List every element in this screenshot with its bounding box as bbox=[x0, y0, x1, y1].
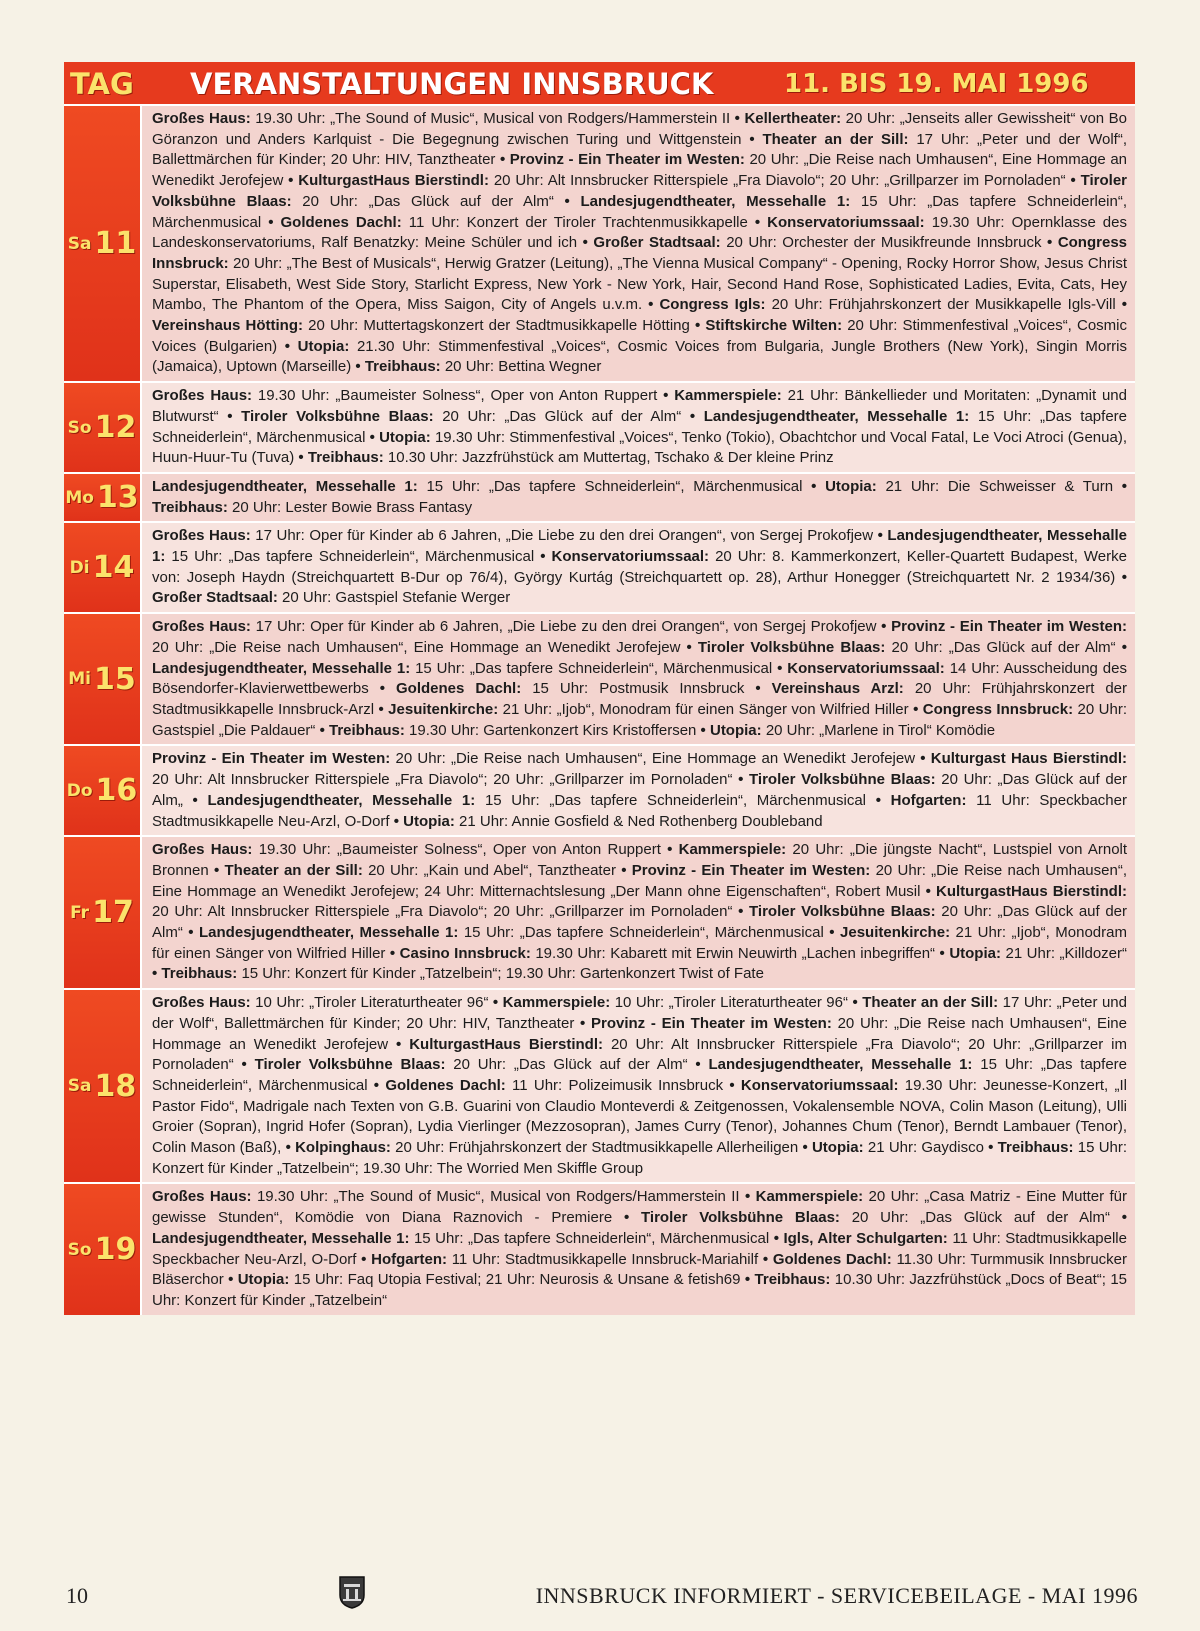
event-details: 20 Uhr: „Die Reise nach Umhausen“, Eine Hommage an Wenedikt Jerofejew bbox=[152, 638, 681, 656]
events-cell bbox=[140, 383, 1135, 472]
venue-name: Jesuitenkirche: bbox=[840, 924, 951, 942]
event-details: 20 Uhr: „Die Reise nach Umhausen“, Eine Hommage an Wenedikt Jerofejew bbox=[152, 1014, 1127, 1053]
venue-name: Großes Haus: bbox=[152, 618, 251, 636]
bullet-separator: • bbox=[223, 1271, 238, 1289]
venue-name: Kammerspiele: bbox=[674, 387, 782, 405]
event-details: 17 Uhr: „Peter und der Wolf“, Ballettmärchen für Kinder; 20 Uhr: HIV, Tanztheater bbox=[152, 130, 1127, 169]
bullet-separator: • bbox=[983, 1139, 998, 1157]
event-details: 10 Uhr: „Tiroler Literaturtheater 96“ bbox=[255, 994, 489, 1012]
bullet-separator: • bbox=[689, 317, 706, 335]
event-details: 20 Uhr: Orchester der Musikfreunde Innsbruck bbox=[726, 234, 1042, 252]
event-details: 11.30 Uhr: Turmmusik Innsbrucker Bläserchor bbox=[152, 1250, 1128, 1289]
venue-name: Utopia: bbox=[237, 1271, 290, 1289]
event-details: 20 Uhr: Frühjahrskonzert der Stadtmusikkapelle Innsbruck-Arzl bbox=[152, 680, 1128, 718]
bullet-separator: • bbox=[1113, 477, 1128, 495]
venue-name: Tiroler Volksbühne Blaas: bbox=[749, 771, 936, 789]
weekday: Sa bbox=[67, 233, 92, 254]
event-details: 19.30 Uhr: „The Sound of Music“, Musical von Rodgers/Hammerstein II bbox=[256, 1188, 740, 1206]
events-cell bbox=[140, 474, 1135, 521]
event-details: 15 Uhr: „Das tapfere Schneiderlein“, Märchenmusical bbox=[415, 659, 773, 677]
venue-name: Kammerspiele: bbox=[502, 994, 611, 1012]
event-details: 11 Uhr: Konzert der Tiroler Trachtenmusikkapelle bbox=[408, 213, 748, 231]
day-number: 13 bbox=[96, 480, 139, 516]
bullet-separator: • bbox=[495, 151, 510, 169]
day-label bbox=[64, 614, 140, 744]
venue-name: Landesjugendtheater, Messehalle 1: bbox=[152, 1229, 410, 1247]
bullet-separator: • bbox=[642, 296, 660, 314]
bullet-separator: • bbox=[1115, 568, 1127, 586]
date-range: 11. BIS 19. MAI 1996 bbox=[784, 69, 1089, 99]
venue-name: Goldenes Dachl: bbox=[772, 1250, 892, 1268]
venue-name: Provinz - Ein Theater im Westen: bbox=[152, 750, 391, 768]
bullet-separator: • bbox=[367, 1076, 386, 1094]
event-details: 19.30 Uhr: Jeunesse-Konzert, „Il Pastor Fido“, Madrigale nach Texten von G.B. Guarini von Claudio Monteverdi & Zeitgenossen, Vokalensemble NOVA, Colin Mason (Leitung), Ulli Groier (Sopran), Ingrid Hofer (Sopran), Lydia Vierlinger (Mezzosopran), James Curry (Tenor), Johannes Chum (Tenor), Berndt Lambauer (Tenor), Colin Mason (Baß), bbox=[152, 1076, 1127, 1157]
day-row-so-12 bbox=[64, 381, 1135, 472]
venue-name: Landesjugendtheater, Messehalle 1: bbox=[708, 1056, 973, 1074]
event-details: 19.30 Uhr: „Baumeister Solness“, Oper von Anton Ruppert bbox=[258, 841, 661, 859]
venue-name: Tiroler Volksbühne Blaas: bbox=[641, 1209, 840, 1227]
day-row-so-19 bbox=[64, 1182, 1135, 1314]
venue-name: Theater an der Sill: bbox=[762, 130, 909, 148]
bullet-separator: • bbox=[283, 172, 299, 190]
weekday: So bbox=[67, 1239, 92, 1260]
day-label bbox=[64, 837, 140, 988]
bullet-separator: • bbox=[730, 110, 745, 127]
event-details: 20 Uhr: „Das Glück auf der Alm“ bbox=[302, 192, 554, 210]
event-details: 20 Uhr: Alt Innsbrucker Ritterspiele „Fra Diavolo“; 20 Uhr: „Grillparzer im Pornoladen“ bbox=[152, 771, 733, 789]
venue-name: Stiftskirche Wilten: bbox=[705, 317, 843, 335]
venue-name: Provinz - Ein Theater im Westen: bbox=[509, 151, 745, 169]
event-details: 20 Uhr: Lester Bowie Brass Fantasy bbox=[232, 498, 473, 516]
day-number: 16 bbox=[95, 773, 138, 809]
venue-name: Vereinshaus Hötting: bbox=[152, 317, 303, 335]
bullet-separator: • bbox=[315, 721, 329, 739]
bullet-separator: • bbox=[218, 407, 242, 425]
weekday: So bbox=[67, 417, 92, 438]
venue-name: Konservatoriumssaal: bbox=[551, 548, 710, 566]
day-number: 11 bbox=[94, 226, 137, 262]
venue-name: Großes Haus: bbox=[152, 994, 251, 1012]
venue-name: Utopia: bbox=[403, 812, 455, 830]
venue-name: Landesjugendtheater, Messehalle 1: bbox=[207, 791, 476, 809]
publication-name: INNSBRUCK INFORMIERT - SERVICEBEILAGE - MAI 1996 bbox=[535, 1583, 1138, 1608]
venue-name: Tiroler Volksbühne Blaas: bbox=[152, 172, 1128, 210]
venue-name: Tiroler Volksbühne Blaas: bbox=[697, 638, 886, 656]
event-details: 15 Uhr: „Das tapfere Schneiderlein“, Märchenmusical bbox=[426, 477, 803, 495]
event-details: 20 Uhr: „Das Glück auf der Alm“ bbox=[891, 638, 1116, 656]
bullet-separator: • bbox=[866, 791, 891, 809]
event-details: 15 Uhr: Konzert für Kinder „Tatzelbein“; 19.30 Uhr: Gartenkonzert Twist of Fate bbox=[241, 965, 764, 983]
bullet-separator: • bbox=[208, 861, 225, 879]
venue-name: Kammerspiele: bbox=[678, 841, 787, 859]
venue-name: Tiroler Volksbühne Blaas: bbox=[241, 407, 434, 425]
bullet-separator: • bbox=[261, 213, 281, 231]
day-rows bbox=[64, 104, 1135, 1315]
event-details: 21 Uhr: Bänkellieder und Moritaten: „Dynamit und Blutwurst“ bbox=[152, 387, 1127, 425]
bullet-separator: • bbox=[732, 903, 750, 921]
bullet-separator: • bbox=[657, 387, 675, 405]
weekday: Mi bbox=[68, 669, 91, 690]
venue-name: Landesjugendtheater, Messehalle 1: bbox=[199, 924, 459, 942]
bullet-separator: • bbox=[1041, 234, 1058, 252]
event-details: 15 Uhr: „Das tapfere Schneiderlein“, Märchenmusical bbox=[463, 924, 824, 942]
venue-name: Utopia: bbox=[709, 721, 762, 739]
venue-name: Kellertheater: bbox=[744, 110, 842, 127]
event-details: 21.30 Uhr: Stimmenfestival „Voices“, Cosmic Voices from Bulgaria, Jungle Brothers (New York), Singin Morris (Jamaica), Uptown (Marseille) bbox=[152, 337, 1128, 376]
event-details: 19.30 Uhr: „The Sound of Music“, Musical von Rodgers/Hammerstein II bbox=[255, 110, 731, 127]
event-details: 20 Uhr: 8. Kammerkonzert, Keller-Quartett Budapest, Werke von: Joseph Haydn (Streichquartett B-Dur op 76/4), György Kurtág (Streichquartett op. 28), Arthur Honegger (Streichquartett Nr. 2 1934/36) bbox=[152, 548, 1127, 586]
event-details: 20 Uhr: „Die Reise nach Umhausen“, Eine Hommage an Wenedikt Jerofejew bbox=[395, 750, 916, 768]
bullet-separator: • bbox=[915, 750, 931, 768]
event-details: 17 Uhr: Oper für Kinder ab 6 Jahren, „Die Liebe zu den drei Orangen“, von Sergej Prokofjew bbox=[255, 618, 877, 636]
event-details: 19.30 Uhr: Kabarett mit Erwin Neuwirth „Lachen inbegriffen“ bbox=[535, 944, 936, 962]
event-details: 20 Uhr: Stimmenfestival „Voices“, Cosmic Voices (Bulgarien) bbox=[152, 317, 1127, 355]
event-details: 19.30 Uhr: Opernklasse des Landeskonservatoriums, Ralf Benatzky: Meine Schüler und ich bbox=[152, 213, 1127, 252]
event-details: 14 Uhr: Ausscheidung des Bösendorfer-Klavierwettbewerbs bbox=[152, 659, 1127, 698]
events-cell bbox=[140, 106, 1135, 381]
venue-name: Landesjugendtheater, Messehalle 1: bbox=[703, 407, 970, 425]
venue-name: Großer Stadtsaal: bbox=[593, 234, 721, 252]
day-number: 12 bbox=[94, 410, 137, 446]
venue-name: Konservatoriumssaal: bbox=[740, 1076, 899, 1094]
events-cell bbox=[140, 523, 1135, 612]
venue-name: Utopia: bbox=[379, 428, 431, 446]
bullet-separator: • bbox=[769, 1229, 784, 1247]
events-cell bbox=[140, 837, 1135, 988]
venue-name: Congress Igls: bbox=[659, 296, 766, 314]
event-details: 10.30 Uhr: Jazzfrühstück am Muttertag, Tschako & Der kleine Prinz bbox=[387, 449, 834, 467]
bullet-separator: • bbox=[233, 1056, 255, 1074]
bullet-separator: • bbox=[182, 791, 208, 809]
event-details: 20 Uhr: Bettina Wegner bbox=[444, 358, 602, 376]
venue-name: Landesjugendtheater, Messehalle 1: bbox=[580, 192, 851, 210]
bullet-separator: • bbox=[935, 944, 950, 962]
event-details: 15 Uhr: „Das tapfere Schneiderlein“, Märchenmusical bbox=[484, 791, 867, 809]
event-details: 21 Uhr: Gaydisco bbox=[867, 1139, 984, 1157]
day-column-heading: TAG bbox=[70, 67, 134, 101]
event-details: 15 Uhr: „Das tapfere Schneiderlein“, Märchenmusical bbox=[152, 1056, 1127, 1094]
page-number: 10 bbox=[66, 1583, 88, 1608]
venue-name: Tiroler Volksbühne Blaas: bbox=[749, 903, 936, 921]
event-details: 20 Uhr: Gastspiel „Die Paldauer“ bbox=[152, 700, 1128, 739]
bullet-separator: • bbox=[660, 841, 679, 859]
event-details: 15 Uhr: „Das tapfere Schneiderlein“, Märchenmusical bbox=[171, 548, 535, 566]
event-details: 20 Uhr: „The Best of Musicals“, Herwig Gratzer (Leitung), „The Vienna Musical Company“ - Opening, Rocky Horror Show, Jesus Christ Superstar, Elisabeth, West Side Story, Starlicht Express, New York - New York, Hair, Second Hand Rose, Sophisticated Ladies, Evita, Cats, Hey Mambo, The Phantom of the Opera, Miss Saigon, City of Angels u.v.m. bbox=[152, 254, 1128, 314]
venue-name: Utopia: bbox=[297, 337, 350, 355]
day-row-do-16 bbox=[64, 744, 1135, 835]
events-table bbox=[64, 62, 1135, 1315]
event-details: 20 Uhr: Alt Innsbrucker Ritterspiele „Fra Diavolo“; 20 Uhr: „Grillparzer im Pornoladen“ bbox=[493, 172, 1066, 190]
bullet-separator: • bbox=[368, 680, 397, 698]
event-details: 21 Uhr: „Ijob“, Monodram für einen Sänger von Wilfried Hiller bbox=[152, 924, 1127, 962]
bullet-separator: • bbox=[152, 965, 162, 983]
bullet-separator: • bbox=[873, 527, 888, 545]
venue-name: Theater an der Sill: bbox=[862, 994, 999, 1012]
venue-name: KulturgastHaus Bierstindl: bbox=[298, 172, 489, 190]
venue-name: Goldenes Dachl: bbox=[396, 680, 522, 698]
event-details: 20 Uhr: Gastspiel Stefanie Werger bbox=[282, 589, 511, 607]
venue-name: Treibhaus: bbox=[152, 498, 228, 516]
venue-name: Treibhaus: bbox=[307, 449, 384, 467]
bullet-separator: • bbox=[723, 1076, 741, 1094]
venue-name: Großes Haus: bbox=[152, 841, 253, 859]
event-details: 20 Uhr: Muttertagskonzert der Stadtmusikkapelle Hötting bbox=[308, 317, 690, 335]
event-details: 20 Uhr: „Jenseits aller Gewissheit“ von Bo Göranzon und Anders Karlquist - Die Begegnung zwischen Turing und Wittgenstein bbox=[152, 110, 1128, 148]
weekday: Di bbox=[69, 557, 90, 578]
events-cell bbox=[140, 1184, 1135, 1314]
event-details: 21 Uhr: Annie Gosfield & Ned Rothenberg Doubleband bbox=[459, 812, 823, 830]
venue-name: Utopia: bbox=[825, 477, 877, 495]
page-footer bbox=[66, 1575, 1138, 1615]
venue-name: Landesjugendtheater, Messehalle 1: bbox=[152, 659, 411, 677]
event-details: 19.30 Uhr: „Baumeister Solness“, Oper von Anton Ruppert bbox=[257, 387, 658, 405]
event-details: 20 Uhr: „Casa Matriz - Eine Mutter für gewisse Stunden“, Komödie von Diana Raznovich - Premiere bbox=[152, 1188, 1128, 1227]
page-title: VERANSTALTUNGEN INNSBRUCK bbox=[190, 67, 714, 101]
event-details: 11 Uhr: Stadtmusikkapelle Innsbruck-Mariahilf bbox=[451, 1250, 759, 1268]
venue-name: Treibhaus: bbox=[364, 358, 441, 376]
venue-name: Provinz - Ein Theater im Westen: bbox=[591, 1014, 832, 1032]
venue-name: Konservatoriumssaal: bbox=[787, 659, 945, 677]
day-number: 14 bbox=[92, 550, 135, 586]
venue-name: Hofgarten: bbox=[890, 791, 967, 809]
bullet-separator: • bbox=[615, 861, 632, 879]
bullet-separator: • bbox=[747, 213, 768, 231]
day-label bbox=[64, 106, 140, 381]
venue-name: Großes Haus: bbox=[152, 110, 251, 127]
weekday: Do bbox=[66, 780, 93, 801]
event-details: 20 Uhr: „Kain und Abel“, Tanztheater bbox=[368, 861, 616, 879]
bullet-separator: • bbox=[847, 994, 863, 1012]
venue-name: Vereinshaus Arzl: bbox=[771, 680, 904, 698]
bullet-separator: • bbox=[1109, 1209, 1128, 1227]
event-details: 15 Uhr: Postmusik Innsbruck bbox=[532, 680, 745, 698]
venue-name: Treibhaus: bbox=[997, 1139, 1074, 1157]
day-row-fr-17 bbox=[64, 835, 1135, 988]
venue-name: Goldenes Dachl: bbox=[280, 213, 402, 231]
venue-name: Kolpinghaus: bbox=[295, 1139, 391, 1157]
event-details: 20 Uhr: „Die Reise nach Umhausen“, Eine Hommage an Wenedikt Jerofejew; 24 Uhr: Mitternachtslesung „Der Mann ohne Eigenschaften“, Robert Musil bbox=[152, 861, 1127, 900]
event-details: 10.30 Uhr: Jazzfrühstück „Docs of Beat“; 15 Uhr: Konzert für Kinder „Tatzelbein“ bbox=[152, 1271, 1128, 1309]
bullet-separator: • bbox=[281, 1139, 296, 1157]
bullet-separator: • bbox=[574, 1014, 591, 1032]
event-details: 10 Uhr: „Tiroler Literaturtheater 96“ bbox=[614, 994, 848, 1012]
event-details: 15 Uhr: Faq Utopia Festival; 21 Uhr: Neurosis & Unsane & fetish69 bbox=[293, 1271, 741, 1289]
bullet-separator: • bbox=[1115, 296, 1128, 314]
event-details: 20 Uhr: „Die jüngste Nacht“, Lustspiel von Arnolt Bronnen bbox=[152, 841, 1128, 879]
venue-name: Großer Stadtsaal: bbox=[152, 589, 278, 607]
bullet-separator: • bbox=[385, 944, 400, 962]
venue-name: Hofgarten: bbox=[371, 1250, 447, 1268]
venue-name: Großes Haus: bbox=[152, 387, 253, 405]
day-label bbox=[64, 990, 140, 1182]
venue-name: Provinz - Ein Theater im Westen: bbox=[631, 861, 871, 879]
day-label bbox=[64, 474, 140, 521]
venue-name: Konservatoriumssaal: bbox=[767, 213, 925, 231]
event-details: 20 Uhr: Alt Innsbrucker Ritterspiele „Fra Diavolo“; 20 Uhr: „Grillparzer im Pornoladen“ bbox=[152, 1035, 1127, 1074]
bullet-separator: • bbox=[758, 1250, 773, 1268]
day-number: 15 bbox=[94, 661, 136, 697]
venue-name: Kammerspiele: bbox=[755, 1188, 864, 1206]
venue-name: Theater an der Sill: bbox=[224, 861, 363, 879]
day-label bbox=[64, 1184, 140, 1314]
events-cell bbox=[140, 746, 1135, 835]
bullet-separator: • bbox=[182, 924, 200, 942]
venue-name: Congress Innsbruck: bbox=[152, 234, 1127, 272]
venue-name: Großes Haus: bbox=[152, 1188, 252, 1206]
event-details: 21 Uhr: „Ijob“, Monodram für einen Sänger von Wilfried Hiller bbox=[502, 700, 909, 718]
event-details: 20 Uhr: „Das Glück auf der Alm“ bbox=[851, 1209, 1110, 1227]
bullet-separator: • bbox=[1115, 638, 1128, 656]
venue-name: Igls, Alter Schulgarten: bbox=[783, 1229, 948, 1247]
venue-name: Jesuitenkirche: bbox=[388, 700, 499, 718]
bullet-separator: • bbox=[687, 1056, 709, 1074]
events-cell bbox=[140, 614, 1135, 744]
venue-name: Treibhaus: bbox=[161, 965, 238, 983]
venue-name: KulturgastHaus Bierstindl: bbox=[409, 1035, 603, 1053]
venue-name: Landesjugendtheater, Messehalle 1: bbox=[152, 477, 418, 495]
day-number: 18 bbox=[94, 1068, 137, 1104]
innsbruck-crest-icon bbox=[338, 1575, 366, 1615]
bullet-separator: • bbox=[696, 721, 710, 739]
bullet-separator: • bbox=[823, 924, 841, 942]
weekday: Fr bbox=[70, 902, 90, 923]
weekday: Mo bbox=[65, 487, 94, 508]
bullet-separator: • bbox=[488, 994, 503, 1012]
event-details: 20 Uhr: „Das Glück auf der Alm“ bbox=[152, 903, 1127, 942]
bullet-separator: • bbox=[739, 1188, 756, 1206]
bullet-separator: • bbox=[772, 659, 788, 677]
bullet-separator: • bbox=[365, 428, 380, 446]
bullet-separator: • bbox=[277, 337, 298, 355]
event-details: 20 Uhr: „Das Glück auf der Alm“ bbox=[442, 407, 682, 425]
bullet-separator: • bbox=[744, 680, 772, 698]
day-label bbox=[64, 383, 140, 472]
event-details: 20 Uhr: „Marlene in Tirol“ Komödie bbox=[765, 721, 996, 739]
day-row-sa-11 bbox=[64, 104, 1135, 381]
event-details: 11 Uhr: Stadtmusikkapelle Speckbacher Neu-Arzl, O-Dorf bbox=[152, 1229, 1127, 1268]
bullet-separator: • bbox=[908, 700, 923, 718]
bullet-separator: • bbox=[294, 449, 308, 467]
venue-name: Tiroler Volksbühne Blaas: bbox=[254, 1056, 446, 1074]
day-number: 17 bbox=[92, 895, 134, 931]
day-label bbox=[64, 523, 140, 612]
venue-name: Kulturgast Haus Bierstindl: bbox=[930, 750, 1128, 768]
event-details: 20 Uhr: „Die Reise nach Umhausen“, Eine Hommage an Wenedikt Jerofejew bbox=[152, 151, 1127, 190]
bullet-separator: • bbox=[356, 1250, 372, 1268]
venue-name: Utopia: bbox=[811, 1139, 864, 1157]
event-details: 21 Uhr: „Killdozer“ bbox=[1005, 944, 1128, 962]
venue-name: Treibhaus: bbox=[754, 1271, 831, 1289]
event-details: 15 Uhr: „Das tapfere Schneiderlein“, Märchenmusical bbox=[413, 1229, 770, 1247]
weekday: Sa bbox=[67, 1076, 92, 1097]
event-details: 21 Uhr: Die Schweisser & Turn bbox=[885, 477, 1114, 495]
event-details: 11 Uhr: Polizeimusik Innsbruck bbox=[512, 1076, 724, 1094]
bullet-separator: • bbox=[802, 477, 826, 495]
event-details: 20 Uhr: Alt Innsbrucker Ritterspiele „Fra Diavolo“; 20 Uhr: „Grillparzer im Pornoladen“ bbox=[152, 903, 733, 921]
bullet-separator: • bbox=[553, 192, 581, 210]
venue-name: Casino Innsbruck: bbox=[399, 944, 531, 962]
event-details: 20 Uhr: „Das Glück auf der Alm„ bbox=[152, 771, 1127, 809]
bullet-separator: • bbox=[1065, 172, 1081, 190]
bullet-separator: • bbox=[534, 548, 552, 566]
event-details: 20 Uhr: Frühjahrskonzert der Stadtmusikkapelle Allerheiligen bbox=[395, 1139, 799, 1157]
bullet-separator: • bbox=[374, 700, 389, 718]
bullet-separator: • bbox=[388, 1035, 410, 1053]
day-row-di-14 bbox=[64, 521, 1135, 612]
bullet-separator: • bbox=[798, 1139, 812, 1157]
bullet-separator: • bbox=[389, 812, 404, 830]
event-details: 20 Uhr: Frühjahrskonzert der Musikkapelle Igls-Vill bbox=[771, 296, 1116, 314]
venue-name: Congress Innsbruck: bbox=[922, 700, 1074, 718]
event-details: 20 Uhr: „Das Glück auf der Alm“ bbox=[453, 1056, 688, 1074]
event-details: 17 Uhr: „Peter und der Wolf“, Ballettmärchen für Kinder; 20 Uhr: HIV, Tanztheater bbox=[152, 994, 1127, 1032]
bullet-separator: • bbox=[920, 882, 936, 900]
bullet-separator: • bbox=[876, 618, 892, 636]
bullet-separator: • bbox=[351, 358, 365, 376]
event-details: 17 Uhr: Oper für Kinder ab 6 Jahren, „Die Liebe zu den drei Orangen“, von Sergej Prokofjew bbox=[255, 527, 874, 545]
event-details: 19.30 Uhr: Stimmenfestival „Voices“, Tenko (Tokio), Obachtchor und Vocal Fatal, Le Voci Atroci (Genua), Huun-Huur-Tu (Tuva) bbox=[152, 428, 1127, 467]
event-details: 15 Uhr: Konzert für Kinder „Tatzelbein“; 19.30 Uhr: The Worried Men Skiffle Group bbox=[152, 1139, 1128, 1177]
day-row-sa-18 bbox=[64, 988, 1135, 1182]
bullet-separator: • bbox=[680, 638, 698, 656]
venue-name: Goldenes Dachl: bbox=[385, 1076, 506, 1094]
day-row-mo-13 bbox=[64, 472, 1135, 521]
venue-name: Utopia: bbox=[949, 944, 1001, 962]
events-cell bbox=[140, 990, 1135, 1182]
venue-name: Provinz - Ein Theater im Westen: bbox=[891, 618, 1128, 636]
day-number: 19 bbox=[94, 1232, 137, 1268]
venue-name: Treibhaus: bbox=[329, 721, 405, 739]
day-label bbox=[64, 746, 140, 835]
bullet-separator: • bbox=[681, 407, 704, 425]
table-header bbox=[64, 62, 1135, 104]
venue-name: Großes Haus: bbox=[152, 527, 251, 545]
event-details: 15 Uhr: „Das tapfere Schneiderlein“, Märchenmusical bbox=[152, 192, 1127, 231]
event-details: 19.30 Uhr: Gartenkonzert Kirs Kristoffersen bbox=[409, 721, 697, 739]
day-row-mi-15 bbox=[64, 612, 1135, 744]
bullet-separator: • bbox=[740, 1271, 755, 1289]
bullet-separator: • bbox=[741, 130, 763, 148]
bullet-separator: • bbox=[577, 234, 594, 252]
event-details: 15 Uhr: „Das tapfere Schneiderlein“, Märchenmusical bbox=[152, 407, 1127, 446]
venue-name: Landesjugendtheater, Messehalle 1: bbox=[152, 527, 1128, 566]
venue-name: KulturgastHaus Bierstindl: bbox=[936, 882, 1127, 900]
event-details: 11 Uhr: Speckbacher Stadtmusikkapelle Neu-Arzl, O-Dorf bbox=[152, 791, 1127, 830]
bullet-separator: • bbox=[732, 771, 750, 789]
bullet-separator: • bbox=[612, 1209, 642, 1227]
